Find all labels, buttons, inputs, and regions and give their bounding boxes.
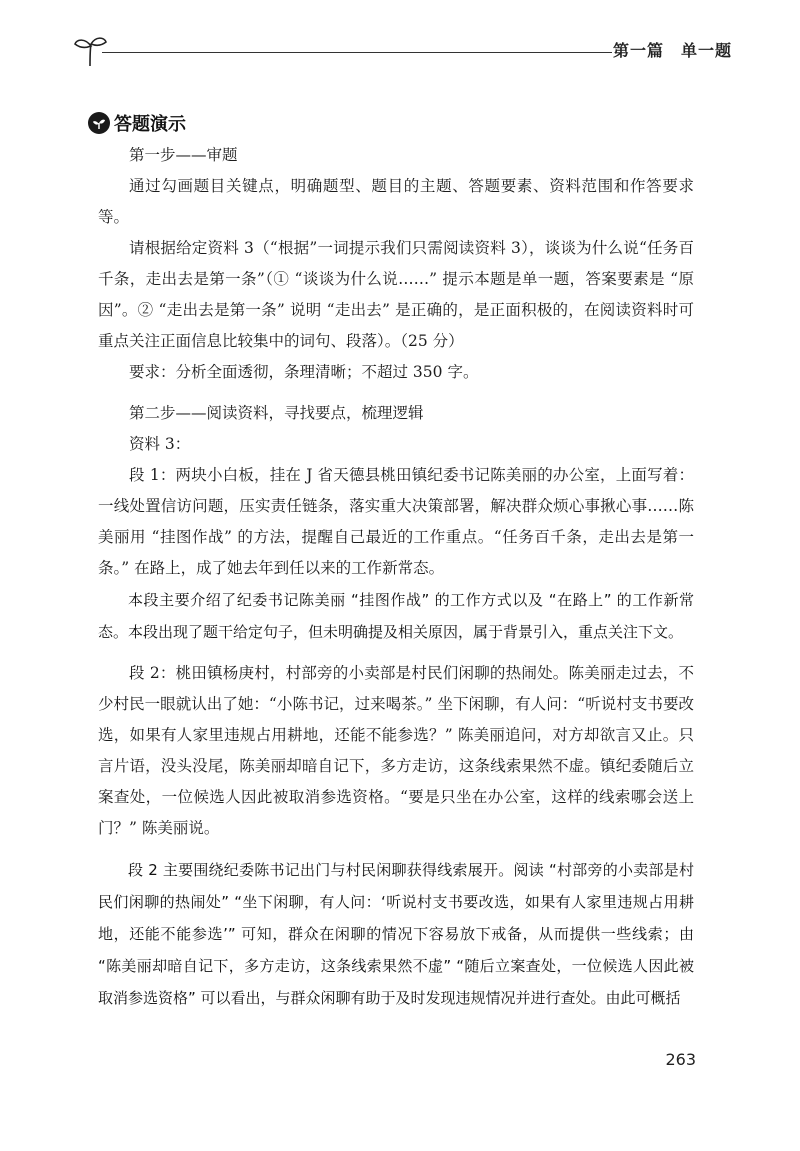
analysis-paragraph: 本段主要介绍了纪委书记陈美丽 “挂图作战” 的工作方式以及 “在路上” 的工作新常态。本段出现了题干给定句子，但未明确提及相关原因，属于背景引入，重点关注下文。 bbox=[98, 591, 694, 641]
step-two-heading: 第二步——阅读资料，寻找要点，梳理逻辑 bbox=[129, 404, 424, 422]
section-label: 答题演示 bbox=[114, 114, 186, 135]
section-heading bbox=[88, 110, 186, 136]
question-paragraph: 请根据给定资料 3（“根据”一词提示我们只需阅读资料 3），谈谈为什么说“任务百千条，走出去是第一条”（① “谈谈为什么说……” 提示本题是单一题，答案要素是 “原因”。② “走出去是第一条” 说明 “走出去” 是正确的，是正面积极的，在阅读资料时可重点关注正面信息比较集中的词句、段落）。（25 分） bbox=[98, 239, 694, 350]
sprout-icon bbox=[72, 34, 108, 68]
material-paragraph: 段 1：两块小白板，挂在 J 省天德县桃田镇纪委书记陈美丽的办公室，上面写着：一线处置信访问题，压实责任链条，落实重大决策部署，解决群众烦心事揪心事……陈美丽用 “挂图作战” 的方法，提醒自己最近的工作重点。“任务百千条，走出去是第一条。” 在路上，成了她去年到任以来的工作新常态。 bbox=[98, 466, 694, 577]
step-one-heading: 第一步——审题 bbox=[129, 146, 238, 164]
material-paragraph: 段 2：桃田镇杨庚村，村部旁的小卖部是村民们闲聊的热闹处。陈美丽走过去，不少村民一眼就认出了她：“小陈书记，过来喝茶。” 坐下闲聊，有人问：“听说村支书要改选，如果有人家里违规占用耕地，还能不能参选？” 陈美丽追问，对方却欲言又止。只言片语，没头没尾，陈美丽却暗自记下，多方走访，这条线索果然不虚。镇纪委随后立案查处，一位候选人因此被取消参选资格。“要是只坐在办公室，这样的线索哪会送上门？” 陈美丽说。 bbox=[98, 664, 694, 837]
requirement-paragraph: 要求：分析全面透彻，条理清晰；不超过 350 字。 bbox=[129, 363, 479, 381]
analysis-paragraph: 段 2 主要围绕纪委陈书记出门与村民闲聊获得线索展开。阅读 “村部旁的小卖部是村民们闲聊的热闹处” “坐下闲聊，有人问：‘听说村支书要改选，如果有人家里违规占用耕地，还能不能参选’” 可知，群众在闲聊的情况下容易放下戒备，从而提供一些线索；由 “陈美丽却暗自记下，多方走访，这条线索果然不虚” “随后立案查处，一位候选人因此被取消参选资格” 可以看出，与群众闲聊有助于及时发现违规情况并进行查处。由此可概括 bbox=[98, 861, 694, 1007]
chapter-title: 第一篇 单一题 bbox=[612, 41, 732, 60]
page-body bbox=[98, 140, 694, 1014]
material-label: 资料 3： bbox=[129, 435, 191, 453]
page-header bbox=[72, 32, 732, 72]
paragraph: 通过勾画题目关键点，明确题型、题目的主题、答题要素、资料范围和作答要求等。 bbox=[98, 177, 694, 226]
header-rule bbox=[102, 52, 612, 53]
page-number: 263 bbox=[665, 1050, 696, 1069]
sprout-badge-icon bbox=[88, 112, 110, 134]
